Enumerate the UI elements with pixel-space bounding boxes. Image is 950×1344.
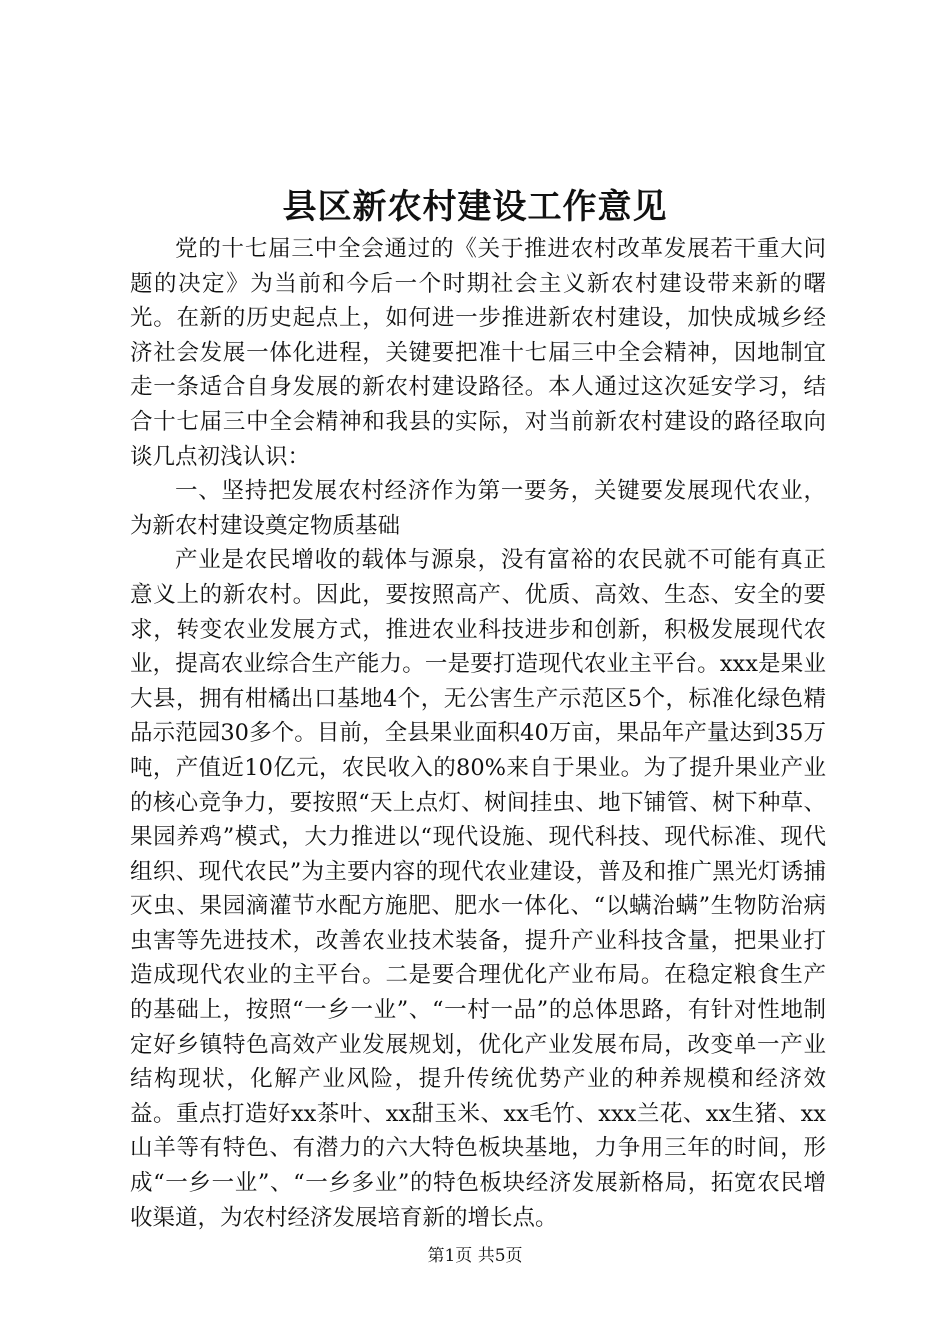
page-number-footer: 第1页 共5页: [427, 1246, 523, 1266]
document-body: [130, 232, 826, 1235]
paragraph-intro: 党的十七届三中全会通过的《关于推进农村改革发展若干重大问题的决定》为当前和今后一个时期社会主义新农村建设带来新的曙光。在新的历史起点上，如何进一步推进新农村建设，加快成城乡经济社会发展一体化进程，关键要把准十七届三中全会精神，因地制宜走一条适合自身发展的新农村建设路径。本人通过这次延安学习，结合十七届三中全会精神和我县的实际，对当前新农村建设的路径取向谈几点初浅认识：: [130, 236, 826, 470]
paragraph-industry: 产业是农民增收的载体与源泉，没有富裕的农民就不可能有真正意义上的新农村。因此，要按照高产、优质、高效、生态、安全的要求，转变农业发展方式，推进农业科技进步和创新，积极发展现代农业，提高农业综合生产能力。一是要打造现代农业主平台。xxx是果业大县，拥有柑橘出口基地4个，无公害生产示范区5个，标准化绿色精品示范园30多个。目前，全县果业面积40万亩，果品年产量达到35万吨，产值近10亿元，农民收入的80%来自于果业。为了提升果业产业的核心竞争力，要按照“天上点灯、树间挂虫、地下铺管、树下种草、果园养鸡”模式，大力推进以“现代设施、现代科技、现代标准、现代组织、现代农民”为主要内容的现代农业建设，普及和推广黑光灯诱捕灭虫、果园滴灌节水配方施肥、肥水一体化、“以螨治螨”生物防治病虫害等先进技术，改善农业技术装备，提升产业科技含量，把果业打造成现代农业的主平台。二是要合理优化产业布局。在稳定粮食生产的基础上，按照“一乡一业”、“一村一品”的总体思路，有针对性地制定好乡镇特色高效产业发展规划，优化产业发展布局，改变单一产业结构现状，化解产业风险，提升传统优势产业的种养规模和经济效益。重点打造好xx茶叶、xx甜玉米、xx毛竹、xxx兰花、xx生猪、xx山羊等有特色、有潜力的六大特色板块基地，力争用三年的时间，形成“一乡一业”、“一乡多业”的特色板块经济发展新格局，拓宽农民增收渠道，为农村经济发展培育新的增长点。: [130, 547, 826, 1231]
paragraph-section-heading-1: 一、坚持把发展农村经济作为第一要务，关键要发展现代农业，为新农村建设奠定物质基础: [130, 478, 826, 539]
document-title: 县区新农村建设工作意见: [282, 187, 668, 227]
